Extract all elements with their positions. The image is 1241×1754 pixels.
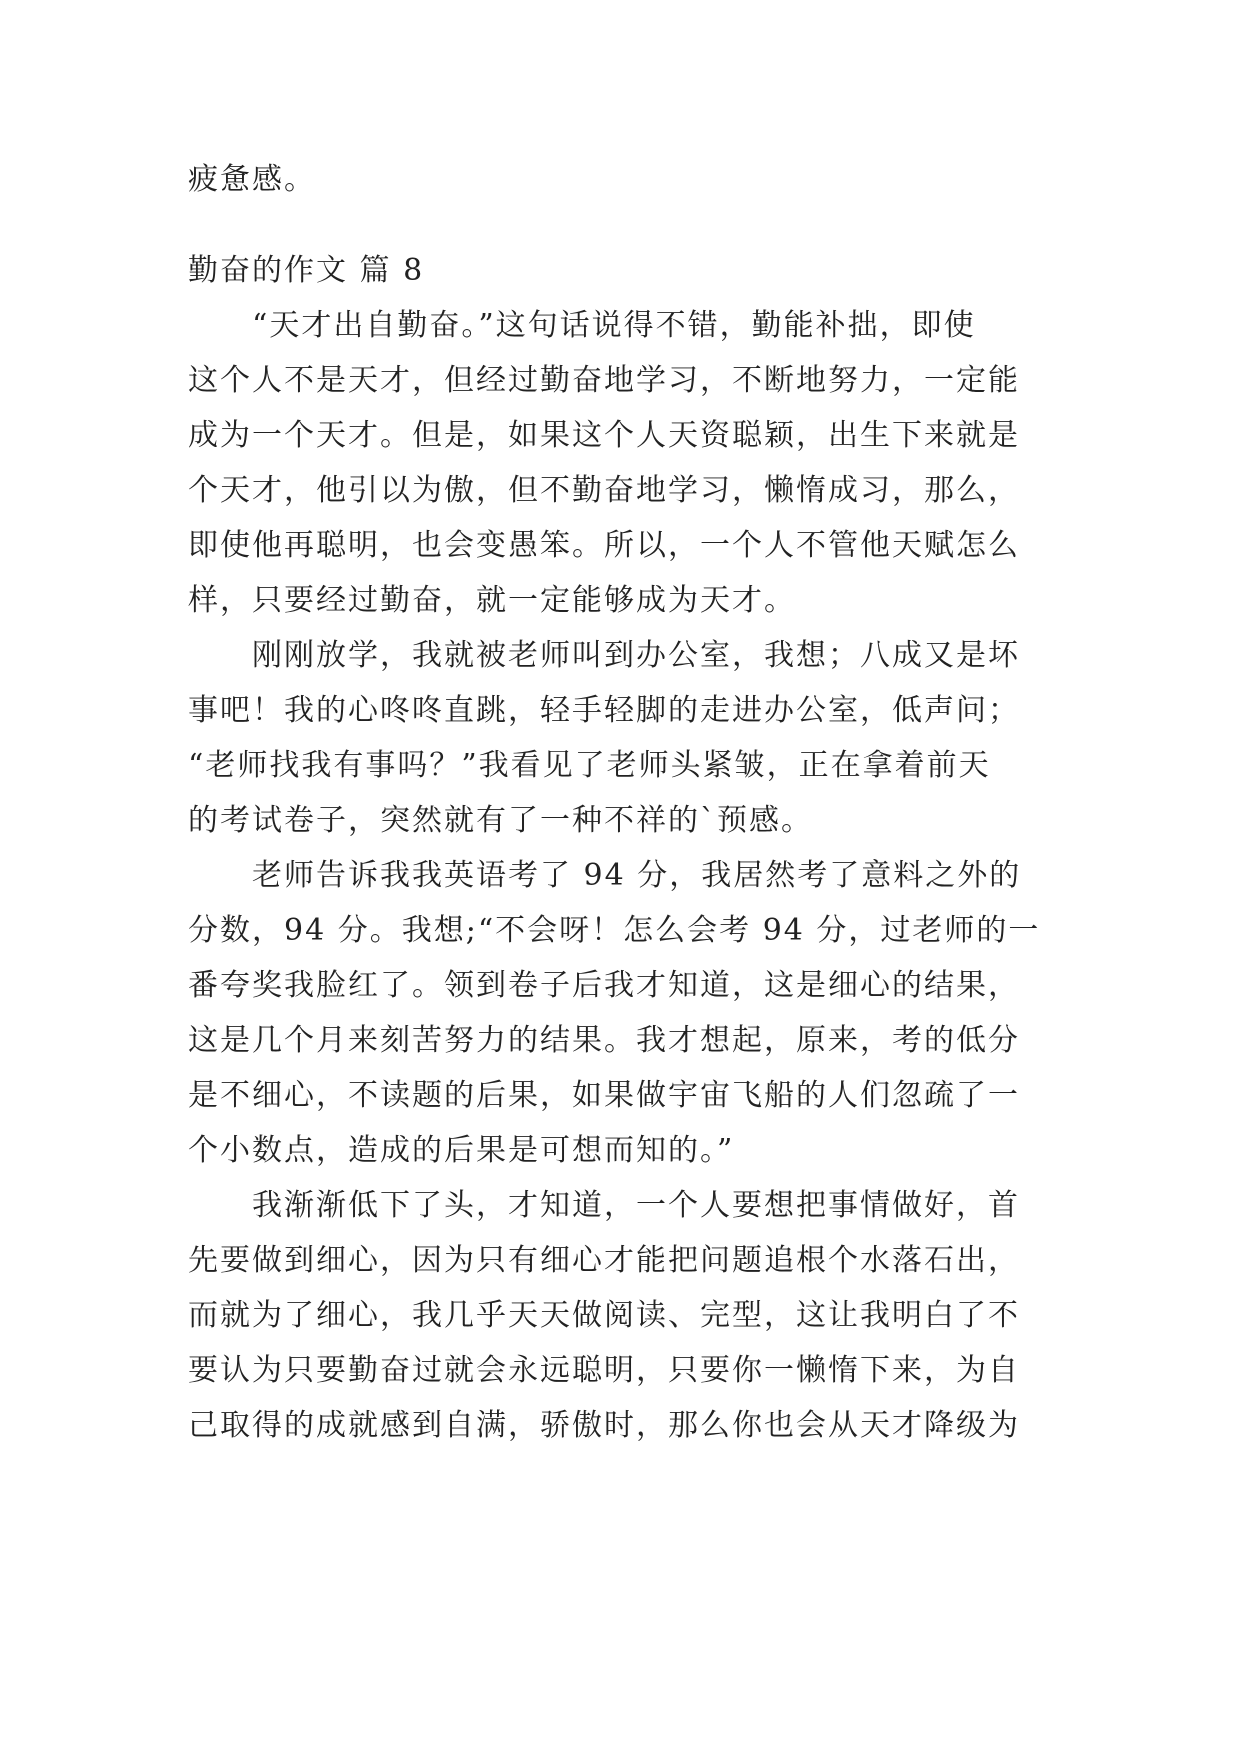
paragraph-line: 我渐渐低下了头，才知道，一个人要想把事情做好，首: [252, 1188, 1020, 1223]
paragraph-line: 刚刚放学，我就被老师叫到办公室，我想；八成又是坏: [252, 638, 1020, 673]
paragraph-line: 样，只要经过勤奋，就一定能够成为天才。: [188, 583, 796, 618]
paragraph-line: “老师找我有事吗？”我看见了老师头紧皱，正在拿着前天: [188, 748, 991, 783]
paragraph-line: 成为一个天才。但是，如果这个人天资聪颖，出生下来就是: [188, 418, 1020, 453]
paragraph-line: 个小数点，造成的后果是可想而知的。”: [188, 1133, 735, 1168]
section-title: 勤奋的作文 篇 8: [188, 253, 425, 288]
paragraph-line: 要认为只要勤奋过就会永远聪明，只要你一懒惰下来，为自: [188, 1353, 1020, 1388]
paragraph-line: 是不细心，不读题的后果，如果做宇宙飞船的人们忽疏了一: [188, 1078, 1020, 1113]
paragraph-line: 分数，94 分。我想;“不会呀！怎么会考 94 分，过老师的一: [188, 913, 1041, 948]
paragraph-line: 的考试卷子，突然就有了一种不祥的`预感。: [188, 803, 813, 838]
paragraph-line: 疲惫感。: [188, 162, 316, 197]
paragraph-line: “天才出自勤奋。”这句话说得不错，勤能补拙，即使: [252, 308, 976, 343]
paragraph-line: 老师告诉我我英语考了 94 分，我居然考了意料之外的: [252, 858, 1022, 893]
paragraph-line: 即使他再聪明，也会变愚笨。所以，一个人不管他天赋怎么: [188, 528, 1020, 563]
paragraph-line: 先要做到细心，因为只有细心才能把问题追根个水落石出，: [188, 1243, 1020, 1278]
paragraph-line: 而就为了细心，我几乎天天做阅读、完型，这让我明白了不: [188, 1298, 1020, 1333]
paragraph-line: 己取得的成就感到自满，骄傲时，那么你也会从天才降级为: [188, 1408, 1020, 1443]
paragraph-line: 番夸奖我脸红了。领到卷子后我才知道，这是细心的结果，: [188, 968, 1020, 1003]
paragraph-line: 这个人不是天才，但经过勤奋地学习，不断地努力，一定能: [188, 363, 1020, 398]
paragraph-line: 事吧！我的心咚咚直跳，轻手轻脚的走进办公室，低声问；: [188, 693, 1020, 728]
paragraph-line: 个天才，他引以为傲，但不勤奋地学习，懒惰成习，那么，: [188, 473, 1020, 508]
paragraph-line: 这是几个月来刻苦努力的结果。我才想起，原来，考的低分: [188, 1023, 1020, 1058]
